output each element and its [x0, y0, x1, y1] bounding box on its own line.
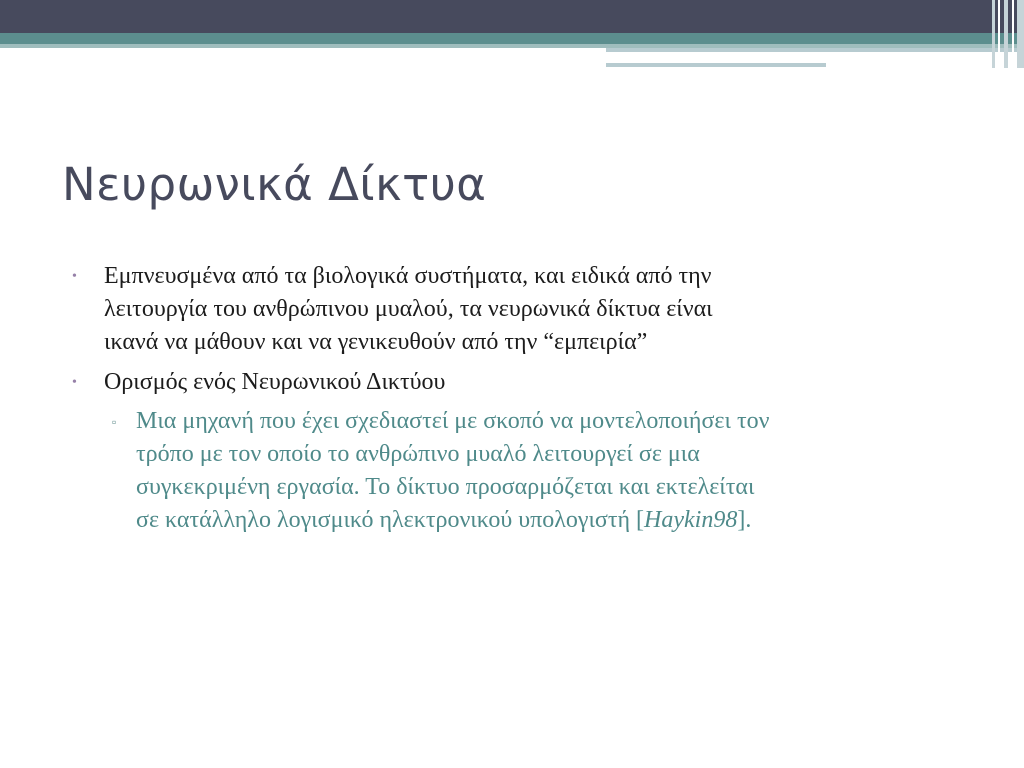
bullet-marker: •: [72, 269, 77, 284]
header-vbar-4: [1012, 0, 1014, 68]
header-strip: [606, 48, 1024, 52]
header-strip-2: [606, 63, 826, 67]
citation: Haykin98: [644, 507, 738, 533]
sub-bullet-line: συγκεκριμένη εργασία. Το δίκτυο προσαρμόζεται και εκτελείται: [136, 474, 755, 500]
sub-bullet-marker: ▫: [112, 415, 117, 429]
bullet-line: λειτουργία του ανθρώπινου μυαλού, τα νευρωνικά δίκτυα είναι: [104, 296, 713, 322]
sub-bullet-line: Μια μηχανή που έχει σχεδιαστεί με σκοπό να μοντελοποιήσει τον: [136, 408, 770, 434]
sub-bullet-line: τρόπο με τον οποίο το ανθρώπινο μυαλό λειτουργεί σε μια: [136, 441, 700, 467]
slide-title: Νευρωνικά Δίκτυα: [62, 158, 487, 211]
bullet-marker: •: [72, 375, 77, 390]
header-vbar-1: [992, 0, 995, 68]
bullet-line: Εμπνευσμένα από τα βιολογικά συστήματα, και ειδικά από την: [104, 263, 712, 289]
bullet-item: [104, 260, 713, 359]
bullet-item: [104, 366, 445, 399]
header-vbar-2: [998, 0, 1000, 68]
sub-bullet-last-suffix: ].: [737, 507, 752, 533]
header-band-dark: [0, 0, 1024, 33]
header-vbar-3: [1004, 0, 1008, 68]
header-vbar-5: [1017, 0, 1024, 68]
header-band-teal: [0, 33, 1024, 44]
sub-bullet-last-prefix: σε κατάλληλο λογισμικό ηλεκτρονικού υπολογιστή [: [136, 507, 645, 533]
bullet-line: Ορισμός ενός Νευρωνικού Δικτύου: [104, 369, 446, 395]
sub-bullet-last-line: [136, 504, 769, 537]
sub-bullet-item: [136, 405, 769, 537]
bullet-line: ικανά να μάθουν και να γενικευθούν από την “εμπειρία”: [104, 329, 648, 355]
header-strip-white: [606, 56, 946, 59]
